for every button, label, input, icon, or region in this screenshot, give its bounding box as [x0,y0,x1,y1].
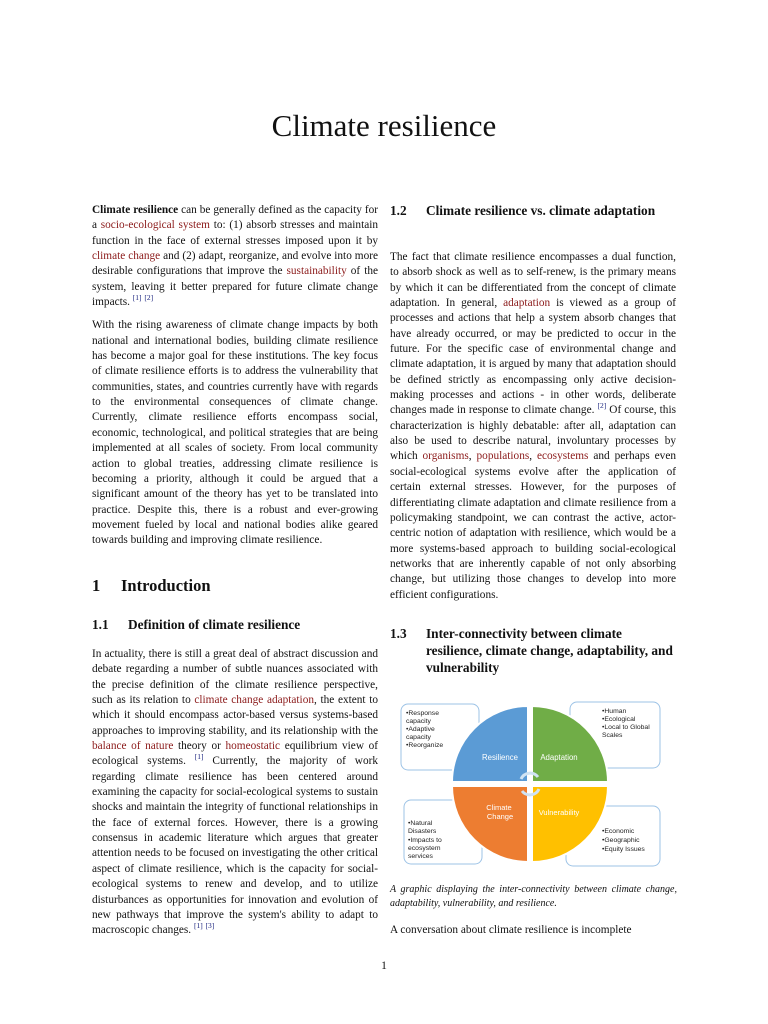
ref-2[interactable]: [2] [597,401,607,411]
ref-1[interactable]: [1] [132,293,142,303]
box-tr-line-1: •Human [602,708,627,715]
box-tl-line-4: capacity [406,734,431,741]
text: of the system, leaving it better prepared for future climate change impacts. [92,265,378,309]
intro-column [92,203,378,557]
label-change: Change [486,812,514,821]
box-tl-line-1: •Response [406,710,439,717]
subsection-heading-definition [92,616,378,633]
svg-text:Climate Change [486,803,514,821]
box-br-line-3: •Equity Issues [602,846,645,853]
label-adaptation: Adaptation [540,753,578,762]
text: can be generally defined as the capacity for a [92,204,378,232]
subsection-title: Inter-connectivity between climate resilience, climate change, adaptability, and vulnerability [426,626,673,675]
resilience-vs-adaptation-paragraph [390,250,676,603]
subsection-number: 1.1 [92,617,109,632]
text: , the extent to which it should encompass actor-based versus systems-based approaches to improving stability, and its relationship with the [92,694,378,737]
subsection-heading-resilience-vs-adaptation [390,202,678,219]
link-climate-change-adaptation[interactable]: climate change adaptation [194,694,314,707]
subsection-title: Definition of climate resilience [128,617,301,632]
subsection-number: 1.3 [390,626,407,641]
ref-3[interactable]: [3] [205,921,215,931]
box-tr-line-2: •Ecological [602,716,636,723]
bold-term: Climate resilience [92,204,179,216]
link-balance-of-nature[interactable]: balance of nature [92,740,174,753]
definition-paragraph [92,647,378,939]
box-br-line-1: •Economic [602,828,635,835]
cycle-arrows-icon [521,773,539,795]
link-homeostatic[interactable]: homeostatic [225,740,281,753]
text: , [468,450,477,463]
text: , [529,450,537,463]
section-heading-introduction [92,576,211,596]
box-bl-line-3: •Impacts to [408,837,442,844]
text: Currently, the majority of work regarding climate resilience has been centered around examining the capacity for social-ecological systems to sustain shocks and maintain the integrity of functional relationships in the face of external forces. However, there is a growing consensus in academic literature which argues that greater attention needs to be focused on investigating the other critical aspect of climate resilience, which is the capacity for social-ecological systems to renew and develop, and to utilize disturbances as opportunities for innovation and evolution of new pathways that improve the system's ability to adapt to macroscopic changes. [92,755,378,937]
box-tl-line-3: •Adaptive [406,726,435,733]
text: Of course, this characterization is highly debatable: after all, adaptation can also be used to describe natural, involuntary processes by which [390,404,676,463]
box-tl-line-5: •Reorganize [406,742,444,749]
label-resilience: Resilience [482,753,518,762]
text: In actuality, there is still a great deal of abstract discussion and debate regarding a number of subtle nuances associated with the precise definition of the climate resilience perspective, such as its relation to [92,648,378,707]
intro-paragraph-2: With the rising awareness of climate change impacts by both national and international bodies, building climate resilience has become a major goal for these institutions. The key focus of climate resilience efforts is to address the vulnerability that communities, states, and countries currently have with regards to the environmental consequences of climate change. Currently, climate resilience efforts encompass social, economic, technological, and political strategies that are being implemented at all scales of society. From local community action to global treaties, addressing climate resilience is becoming a priority, although it could be argued that a significant amount of the theory has yet to be translated into practice. Despite this, there is a robust and ever-growing movement fueled by local and national bodies alike geared towards building and improving climate resilience. [92,319,378,547]
label-vulnerability: Vulnerability [538,808,580,817]
box-bl-line-2: Disasters [408,828,437,835]
text: is viewed as a group of processes and actions that help a system absorb changes that have already occurred, or may be predicted to occur in the future. For the specific case of environmental change and climate adaptation, it is argued by many that adaptation should be defined strictly as encompassing only active decision-making processes and actions - in other words, deliberate changes made in response to climate change. [390,297,677,417]
box-tl-line-2: capacity [406,718,431,725]
ref-2[interactable]: [2] [144,293,154,303]
intro-paragraph-1 [92,203,378,310]
section-number: 1 [92,576,101,595]
ref-1[interactable]: [1] [193,921,203,931]
continuation-text: A conversation about climate resilience is incomplete [390,924,632,936]
link-socio-ecological-system[interactable]: socio-ecological system [100,219,210,232]
section-title: Introduction [121,576,211,595]
link-populations[interactable]: populations [476,450,530,463]
box-bl-line-5: services [408,853,433,860]
box-tr-line-3: •Local to Global [602,724,650,731]
box-tr-line-4: Scales [602,732,623,739]
box-bl-line-4: ecosystem [408,845,441,852]
text: The fact that climate resilience encompasses a dual function, to absorb shock as well as to self-renew, is the primary means by which it can be differentiated from the concept of climate adaptation. In general, [390,251,676,310]
text: equilibrium view of ecological systems. [92,740,378,768]
text: theory or [173,740,226,753]
definition-column [92,647,378,947]
text: to: (1) absorb stresses and maintain function in the face of external stresses imposed upon it by [92,219,379,247]
subsection-title: Climate resilience vs. climate adaptation [426,203,656,218]
text: and perhaps even social-ecological systems evolve after the application of certain external stresses. However, for the purposes of differentiating climate adaptation and climate resilience from a policymaking standpoint, we can contrast the active, actor-centric notion of adaptation with resilience, which would be a more systems-based approach to building social-ecological networks that are inherently capable of not only absorbing change, but utilizing those changes to develop into more efficient configurations. [390,450,676,601]
ref-1[interactable]: [1] [194,752,204,762]
box-bl-line-1: •Natural [408,820,433,827]
link-sustainability[interactable]: sustainability [286,265,347,278]
text: and (2) adapt, reorganize, and evolve into more desirable configurations that improve the [92,250,379,278]
box-br-line-2: •Geographic [602,837,640,844]
link-adaptation[interactable]: adaptation [503,297,551,310]
figure-caption: A graphic displaying the inter-connectivity between climate change, adaptability, vulnerability, and resilience. [390,884,677,909]
subsection-heading-inter-connectivity [390,625,678,676]
link-climate-change[interactable]: climate change [92,250,161,263]
label-climate: Climate [486,803,512,812]
page-number: 1 [381,960,387,972]
page-title: Climate resilience [271,108,497,143]
subsection-number: 1.2 [390,203,407,218]
resilience-vs-adaptation-column [390,250,676,611]
link-ecosystems[interactable]: ecosystems [537,450,589,463]
inter-connectivity-diagram [400,700,664,870]
link-organisms[interactable]: organisms [422,450,469,463]
